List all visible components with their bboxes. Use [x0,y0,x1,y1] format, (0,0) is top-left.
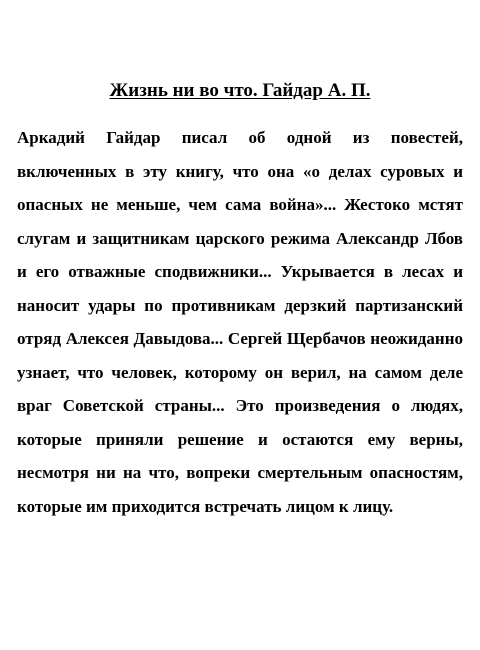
document-title-text: Жизнь ни во что. Гайдар А. П. [109,80,371,101]
document-body-paragraph: Аркадий Гайдар писал об одной из повестей, включенных в эту книгу, что она «о делах суровых и опасных не меньше, чем сама война»... Жестоко мстят слугам и защитникам царского режима Александр Лбов и его отважные сподвижники... Укрывается в лесах и наносит удары по противникам дерзкий партизанский отряд Алексея Давыдова... Сергей Щербачов неожиданно узнает, что человек, которому он верил, на самом деле враг Советской страны... Это произведения о людях, которые приняли решение и остаются ему верны, несмотря ни на что, вопреки смертельным опасностям, которые им приходится встречать лицом к лицу. [17,128,463,516]
document-title [0,80,480,102]
